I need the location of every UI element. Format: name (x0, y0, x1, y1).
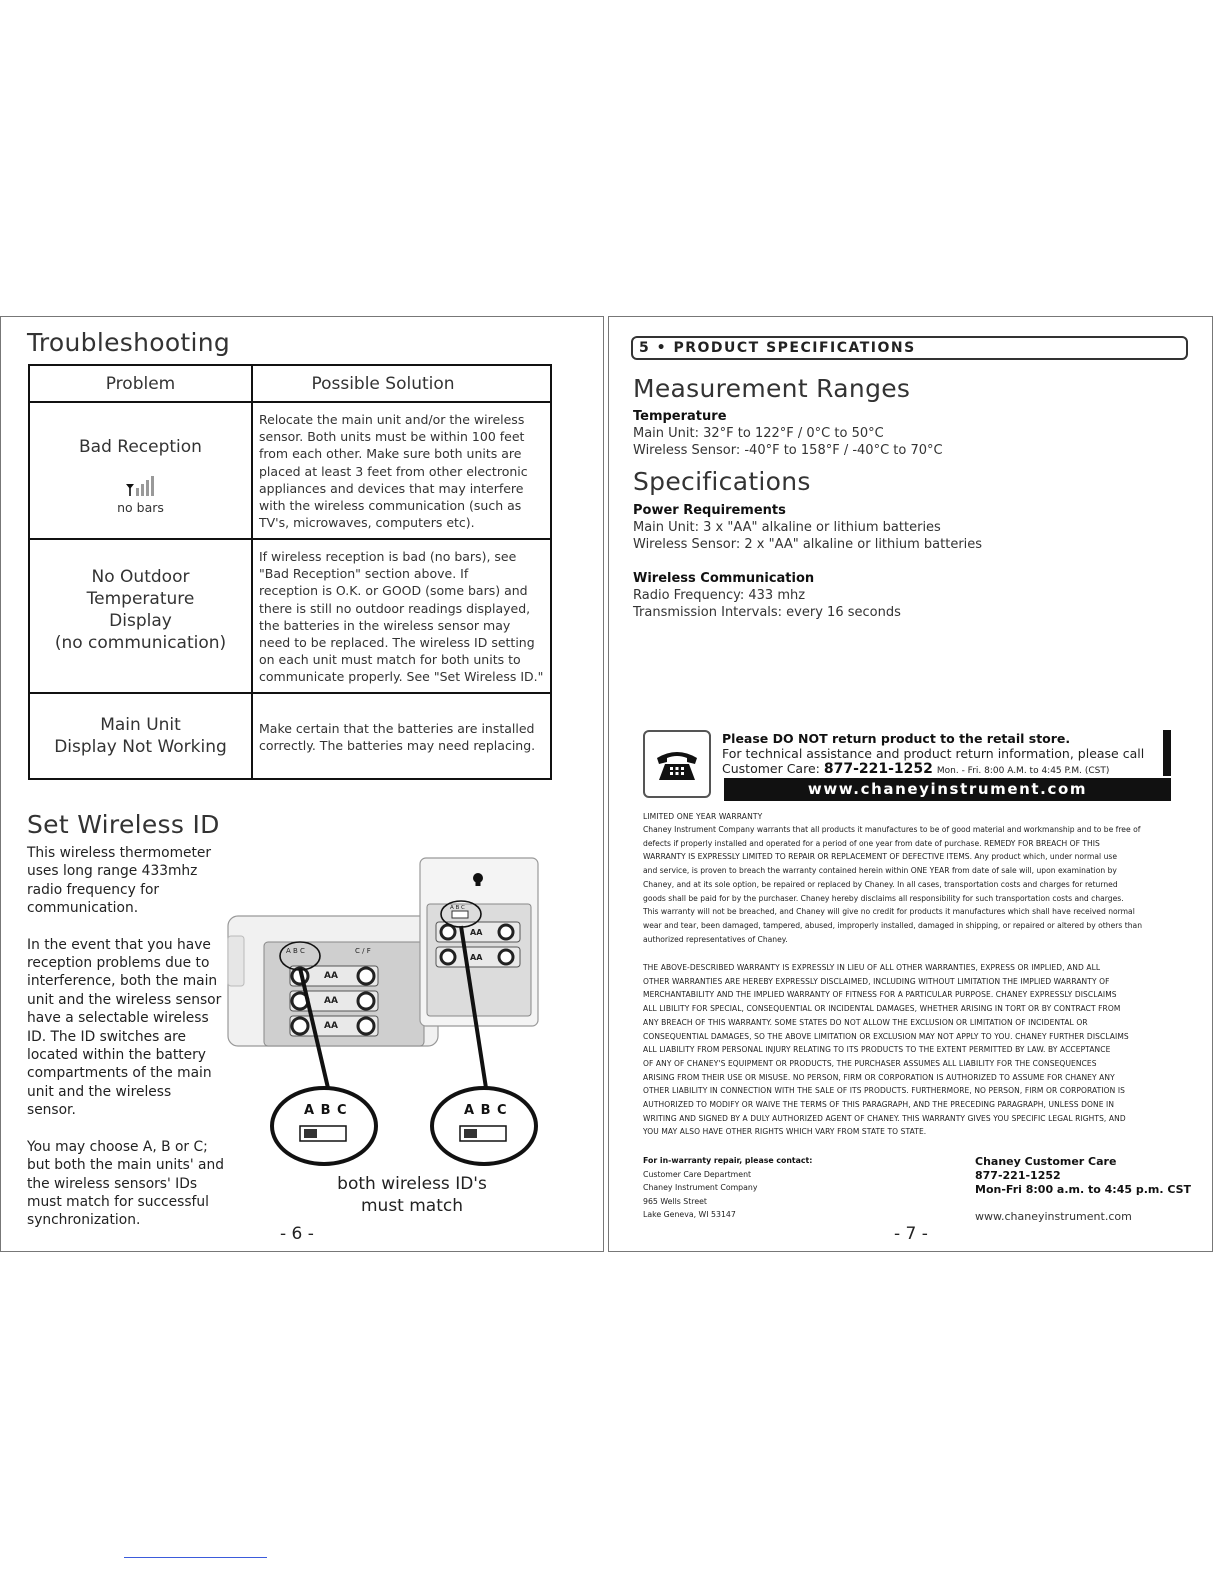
website-bar (724, 778, 1171, 801)
telephone-icon (645, 732, 709, 796)
solution-bad-reception: Relocate the main unit and/or the wireless sensor. Both units must be within 100 feet from each other. Make sure both units are placed at least 3 feet from other electronic appliances and devices that may interfere with the wireless communication (such as TV's, microwaves, computers etc). (259, 412, 528, 531)
support-right-border (1163, 730, 1171, 776)
page-number-left: - 6 - (280, 1224, 314, 1244)
section-header: 5 • PRODUCT SPECIFICATIONS (639, 340, 916, 356)
col-header-problem: Problem (105, 374, 176, 394)
battery-label: AA (324, 971, 338, 981)
website-link[interactable]: www.chaneyinstrument.com (975, 1210, 1132, 1223)
sensor-abc-label: A B C (450, 905, 465, 911)
battery-label: AA (470, 928, 483, 937)
wireless-id-diagram (222, 856, 552, 1166)
troubleshooting-title: Troubleshooting (27, 328, 231, 357)
no-signal-bars-icon (124, 474, 160, 500)
col-header-solution: Possible Solution (311, 374, 455, 394)
wireless-id-text: This wireless thermometer uses long range 433mhz radio frequency for communication. In the event that you have reception problems due to interference, both the main unit and the wireless sensor have a selectable wireless ID. The ID switches are located within the battery compartments of the main unit and the wireless sensor. You may choose A, B or C; but both the main units' and the wireless sensors' IDs must match for successful synchronization. (27, 845, 224, 1229)
specifications-block: Power Requirements Main Unit: 3 x "AA" alkaline or lithium batteries Wireless Sensor: 2 x "AA" alkaline or lithium batteries Wireless Communication Radio Frequency: 433 mhz Transmission Intervals: every 16 seconds (633, 503, 983, 620)
diagram-caption: both wireless ID's must match (337, 1174, 487, 1216)
phone-icon-box (643, 730, 711, 798)
measurement-block: Temperature Main Unit: 32°F to 122°F / 0°C to 50°C Wireless Sensor: -40°F to 158°F / -40°C to 70°C (633, 409, 943, 458)
website-bar-text: www.chaneyinstrument.com (807, 780, 1088, 798)
customer-care-contact: Chaney Customer Care 877-221-1252 Mon-Fri 8:00 a.m. to 4:45 p.m. CST www.chaneyinstrument.com (975, 1155, 1192, 1223)
warranty-para1: Chaney Instrument Company warrants that all products it manufactures to be of good material and workmanship and to be free of defects if properly installed and operated for a period of one year from date of purchase. REMEDY FOR BREACH OF THIS WARRANTY IS EXPRESSLY LIMITED TO REPAIR OR REPLACEMENT OF DEFECTIVE ITEMS. Any product which, under normal use and service, is proven to breach the warranty contained herein within ONE YEAR from date of sale will, upon examination by Chaney, and at its sole option, be repaired or replaced by Chaney. In all cases, transportation costs and charges for returned goods shall be paid for by the purchaser. Chaney hereby disclaims all responsibility for such transportation costs and charges. This warranty will not be breached, and Chaney will give no credit for products it manufactures which shall have received normal wear and tear, been damaged, tampered, abused, improperly installed, damaged in shipping, or repaired or altered by others than authorized representatives of Chaney. (643, 825, 1143, 944)
main-unit-cf-label: C / F (355, 947, 371, 955)
page-number-right: - 7 - (894, 1224, 928, 1244)
main-unit-abc-label: A B C (286, 947, 305, 955)
section-header-box (631, 336, 1188, 360)
battery-label: AA (324, 996, 338, 1006)
problem-bad-reception: Bad Reception (79, 437, 202, 457)
problem-no-outdoor: No Outdoor Temperature Display (no communication) (54, 567, 227, 653)
problem-main-unit: Main Unit Display Not Working (54, 715, 227, 757)
set-wireless-id-title: Set Wireless ID (27, 810, 220, 839)
warranty-para2: THE ABOVE-DESCRIBED WARRANTY IS EXPRESSLY IN LIEU OF ALL OTHER WARRANTIES, EXPRESS OR IMPLIED, AND ALL OTHER WARRANTIES ARE HEREBY EXPRESSLY DISCLAIMED, INCLUDING WITHOUT LIMITATION THE IMPLIED WARRANTY OF MERCHANTABILITY AND THE IMPLIED WARRANTY OF FITNESS FOR A PARTICULAR PURPOSE. CHANEY EXPRESSLY DISCLAIMS ALL LIBILITY FOR SPECIAL, CONSEQUENTIAL OR INCIDENTAL DAMAGES, WHETHER ARISING IN TORT OR BY CONTRACT FROM ANY BREACH OF THIS WARRANTY. SOME STATES DO NOT ALLOW THE EXCLUSION OR LIMITATION OF INCIDENTAL OR CONSEQUENTIAL DAMAGES, SO THE ABOVE LIMITATION OR EXCLUSION MAY NOT APPLY TO YOU. CHANEY FURTHER DISCLAIMS ALL LIABILITY FROM PERSONAL INJURY RELATING TO ITS PRODUCTS TO THE EXTENT PERMITTED BY LAW. BY ACCEPTANCE OF ANY OF CHANEY'S EQUIPMENT OR PRODUCTS, THE PURCHASER ASSUMES ALL LIABILITY FOR THE CONSEQUENCES ARISING FROM THEIR USE OR MISUSE. NO PERSON, FIRM OR CORPORATION IS AUTHORIZED TO ASSUME FOR CHANEY ANY OTHER LIABILITY IN CONNECTION WITH THE SALE OF ITS PRODUCTS. FURTHERMORE, NO PERSON, FIRM OR CORPORATION IS AUTHORIZED TO MODIFY OR WAIVE THE TERMS OF THIS PARAGRAPH, AND THE PRECEDING PARAGRAPH, UNLESS DONE IN WRITING AND SIGNED BY A DULY AUTHORIZED AGENT OF CHANEY. THIS WARRANTY GIVES YOU SPECIFIC LEGAL RIGHTS, AND YOU MAY ALSO HAVE OTHER RIGHTS WHICH VARY FROM STATE TO STATE. (643, 963, 1129, 1137)
divider (124, 1557, 267, 1558)
measurement-title: Measurement Ranges (633, 374, 911, 403)
zoom-abc-right: A B C (464, 1103, 508, 1118)
no-bars-caption: no bars (117, 500, 164, 515)
specifications-title: Specifications (633, 467, 811, 496)
warranty-title: LIMITED ONE YEAR WARRANTY (643, 812, 763, 821)
support-box-text: Please DO NOT return product to the retail store. For technical assistance and product return information, please call Customer Care: 877-221-1252 Mon. - Fri. 8:00 A.M. to 4:45 P.M. (CST) (722, 731, 1145, 777)
zoom-abc-left: A B C (304, 1103, 348, 1118)
battery-label: AA (470, 953, 483, 962)
repair-contact: For in-warranty repair, please contact: Customer Care Department Chaney Instrument Company 965 Wells Street Lake Geneva, WI 53147 (643, 1156, 813, 1219)
customer-care-phone: 877-221-1252 (823, 761, 933, 777)
solution-main-unit: Make certain that the batteries are installed correctly. The batteries may need replacing. (259, 721, 536, 754)
solution-no-outdoor: If wireless reception is bad (no bars), see "Bad Reception" section above. If reception is O.K. or GOOD (some bars) and there is still no outdoor readings displayed, the batteries in the wireless sensor may need to be replaced. The wireless ID setting on each unit must match for both units to communicate properly. See "Set Wireless ID." (259, 549, 544, 685)
battery-label: AA (324, 1021, 338, 1031)
troubleshooting-table (28, 364, 552, 780)
